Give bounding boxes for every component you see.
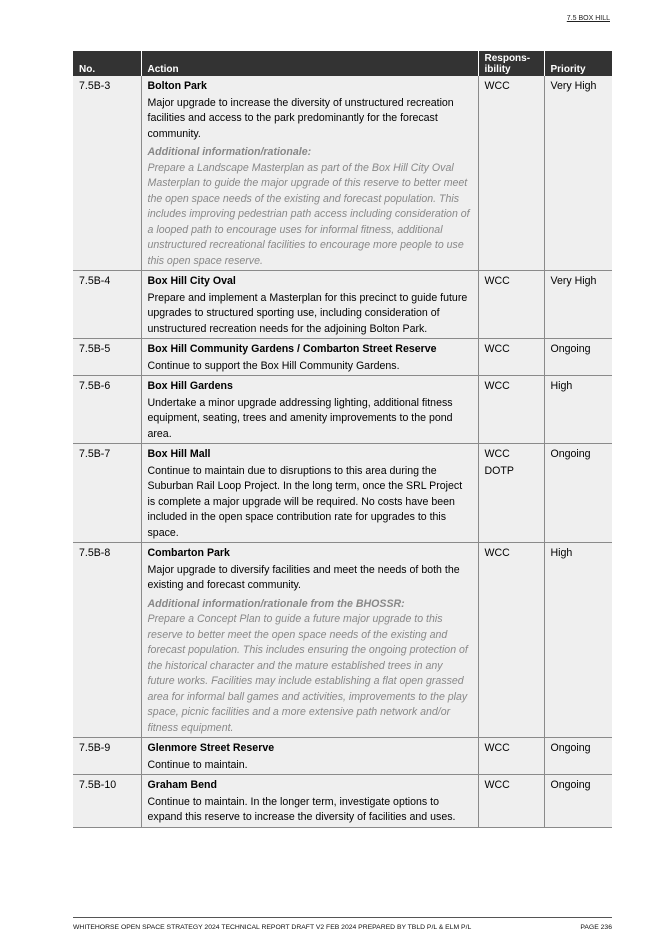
responsible-agency: WCC — [484, 448, 510, 460]
reserve-name: Box Hill Community Gardens / Combarton Street Reserve — [147, 343, 437, 355]
responsible-agency: DOTP — [484, 464, 514, 477]
rationale-heading: Additional information/rationale from the BHOSSR: — [147, 597, 405, 610]
table-row — [73, 76, 612, 271]
responsibility-header-text: Respons- ibility — [484, 53, 531, 75]
responsible-agency: WCC — [484, 275, 510, 287]
table-row — [73, 738, 612, 775]
table-header-row — [73, 51, 612, 76]
action-number: 7.5B-9 — [73, 738, 141, 775]
footer-report-title: WHITEHORSE OPEN SPACE STRATEGY 2024 TECHNICAL REPORT DRAFT V2 FEB 2024 PREPARED BY TBLD P/L & ELM P/L — [73, 924, 472, 931]
table-row — [73, 543, 612, 738]
reserve-name: Bolton Park — [147, 80, 207, 92]
column-header-priority: Priority — [544, 51, 612, 76]
reserve-name: Box Hill City Oval — [147, 275, 236, 287]
rationale-text: Prepare a Concept Plan to guide a future major upgrade to this reserve to better meet the open space needs of the existing and forecast population. This includes ensuring the ongoing protection of the historical character and the mature established trees in any future works. Facilities may include establishing a flat open grassed area for informal ball games and activities, improvements to the play space, picnic facilities and a more extensive path network and/or fitness equipment. — [147, 613, 468, 734]
responsible-agency: WCC — [484, 779, 510, 791]
action-cell — [141, 543, 478, 738]
action-description: Undertake a minor upgrade addressing lighting, additional fitness equipment, seating, trees and amenity improvements to the pond area. — [147, 396, 453, 440]
responsible-agency: WCC — [484, 742, 510, 754]
action-number: 7.5B-7 — [73, 444, 141, 543]
priority-cell: Very High — [544, 76, 612, 271]
responsibility-cell — [478, 738, 544, 775]
responsibility-cell — [478, 543, 544, 738]
rationale-text: Prepare a Landscape Masterplan as part of the Box Hill City Oval Masterplan to guide the major upgrade of this reserve to better meet the open space needs of the existing and forecast population. This includes improving pedestrian path access including consideration of a looped path to encourage uses for informal fitness, additional unstructured recreational facilities to encourage more people to use this open space reserve. — [147, 161, 470, 267]
reserve-name: Box Hill Mall — [147, 448, 211, 460]
priority-cell: High — [544, 543, 612, 738]
action-description: Major upgrade to increase the diversity of unstructured recreation facilities and access to the park predominantly for the forecast community. — [147, 96, 454, 140]
priority-cell: High — [544, 376, 612, 444]
responsible-agency: WCC — [484, 547, 510, 559]
reserve-name: Box Hill Gardens — [147, 380, 233, 392]
action-cell — [141, 376, 478, 444]
responsible-agency: WCC — [484, 80, 510, 92]
page-footer — [73, 917, 612, 931]
responsibility-cell — [478, 339, 544, 376]
priority-cell: Ongoing — [544, 339, 612, 376]
action-number: 7.5B-8 — [73, 543, 141, 738]
table-row — [73, 775, 612, 828]
actions-table — [73, 51, 612, 828]
action-description: Continue to maintain. In the longer term, investigate options to expand this reserve to increase the diversity of facilities and uses. — [147, 795, 456, 823]
column-header-action: Action — [141, 51, 478, 76]
responsible-agency: WCC — [484, 380, 510, 392]
action-number: 7.5B-6 — [73, 376, 141, 444]
action-number: 7.5B-5 — [73, 339, 141, 376]
column-header-responsibility — [478, 51, 544, 76]
responsibility-cell — [478, 76, 544, 271]
table-row — [73, 339, 612, 376]
section-header: 7.5 BOX HILL — [566, 15, 610, 22]
action-cell — [141, 76, 478, 271]
action-cell — [141, 775, 478, 828]
reserve-name: Combarton Park — [147, 547, 230, 559]
table-row — [73, 376, 612, 444]
action-description: Continue to support the Box Hill Community Gardens. — [147, 359, 400, 372]
action-number: 7.5B-3 — [73, 76, 141, 271]
action-description: Major upgrade to diversify facilities and meet the needs of both the existing and forecast community. — [147, 563, 460, 591]
action-number: 7.5B-10 — [73, 775, 141, 828]
action-description: Prepare and implement a Masterplan for this precinct to guide future upgrades to structured sporting use, including consideration of unstructured recreation needs for the adjoining Bolton Park. — [147, 291, 468, 335]
table-row — [73, 271, 612, 339]
action-cell — [141, 738, 478, 775]
action-description: Continue to maintain due to disruptions to this area during the Suburban Rail Loop Project. In the long term, once the SRL Project is complete a major upgrade will be required. No costs have been included in the open space contribution rate for upgrades to this space. — [147, 464, 463, 539]
reserve-name: Glenmore Street Reserve — [147, 742, 275, 754]
footer-page-number: PAGE 236 — [580, 924, 612, 931]
priority-cell: Ongoing — [544, 738, 612, 775]
rationale-heading: Additional information/rationale: — [147, 146, 312, 158]
responsibility-cell — [478, 271, 544, 339]
priority-cell: Ongoing — [544, 775, 612, 828]
responsible-agency: WCC — [484, 343, 510, 355]
column-header-no: No. — [73, 51, 141, 76]
responsibility-cell — [478, 775, 544, 828]
action-number: 7.5B-4 — [73, 271, 141, 339]
responsibility-cell — [478, 444, 544, 543]
action-cell — [141, 339, 478, 376]
table-row — [73, 444, 612, 543]
action-cell — [141, 444, 478, 543]
action-description: Continue to maintain. — [147, 758, 248, 771]
priority-cell: Ongoing — [544, 444, 612, 543]
responsibility-cell — [478, 376, 544, 444]
priority-cell: Very High — [544, 271, 612, 339]
action-cell — [141, 271, 478, 339]
reserve-name: Graham Bend — [147, 779, 217, 791]
